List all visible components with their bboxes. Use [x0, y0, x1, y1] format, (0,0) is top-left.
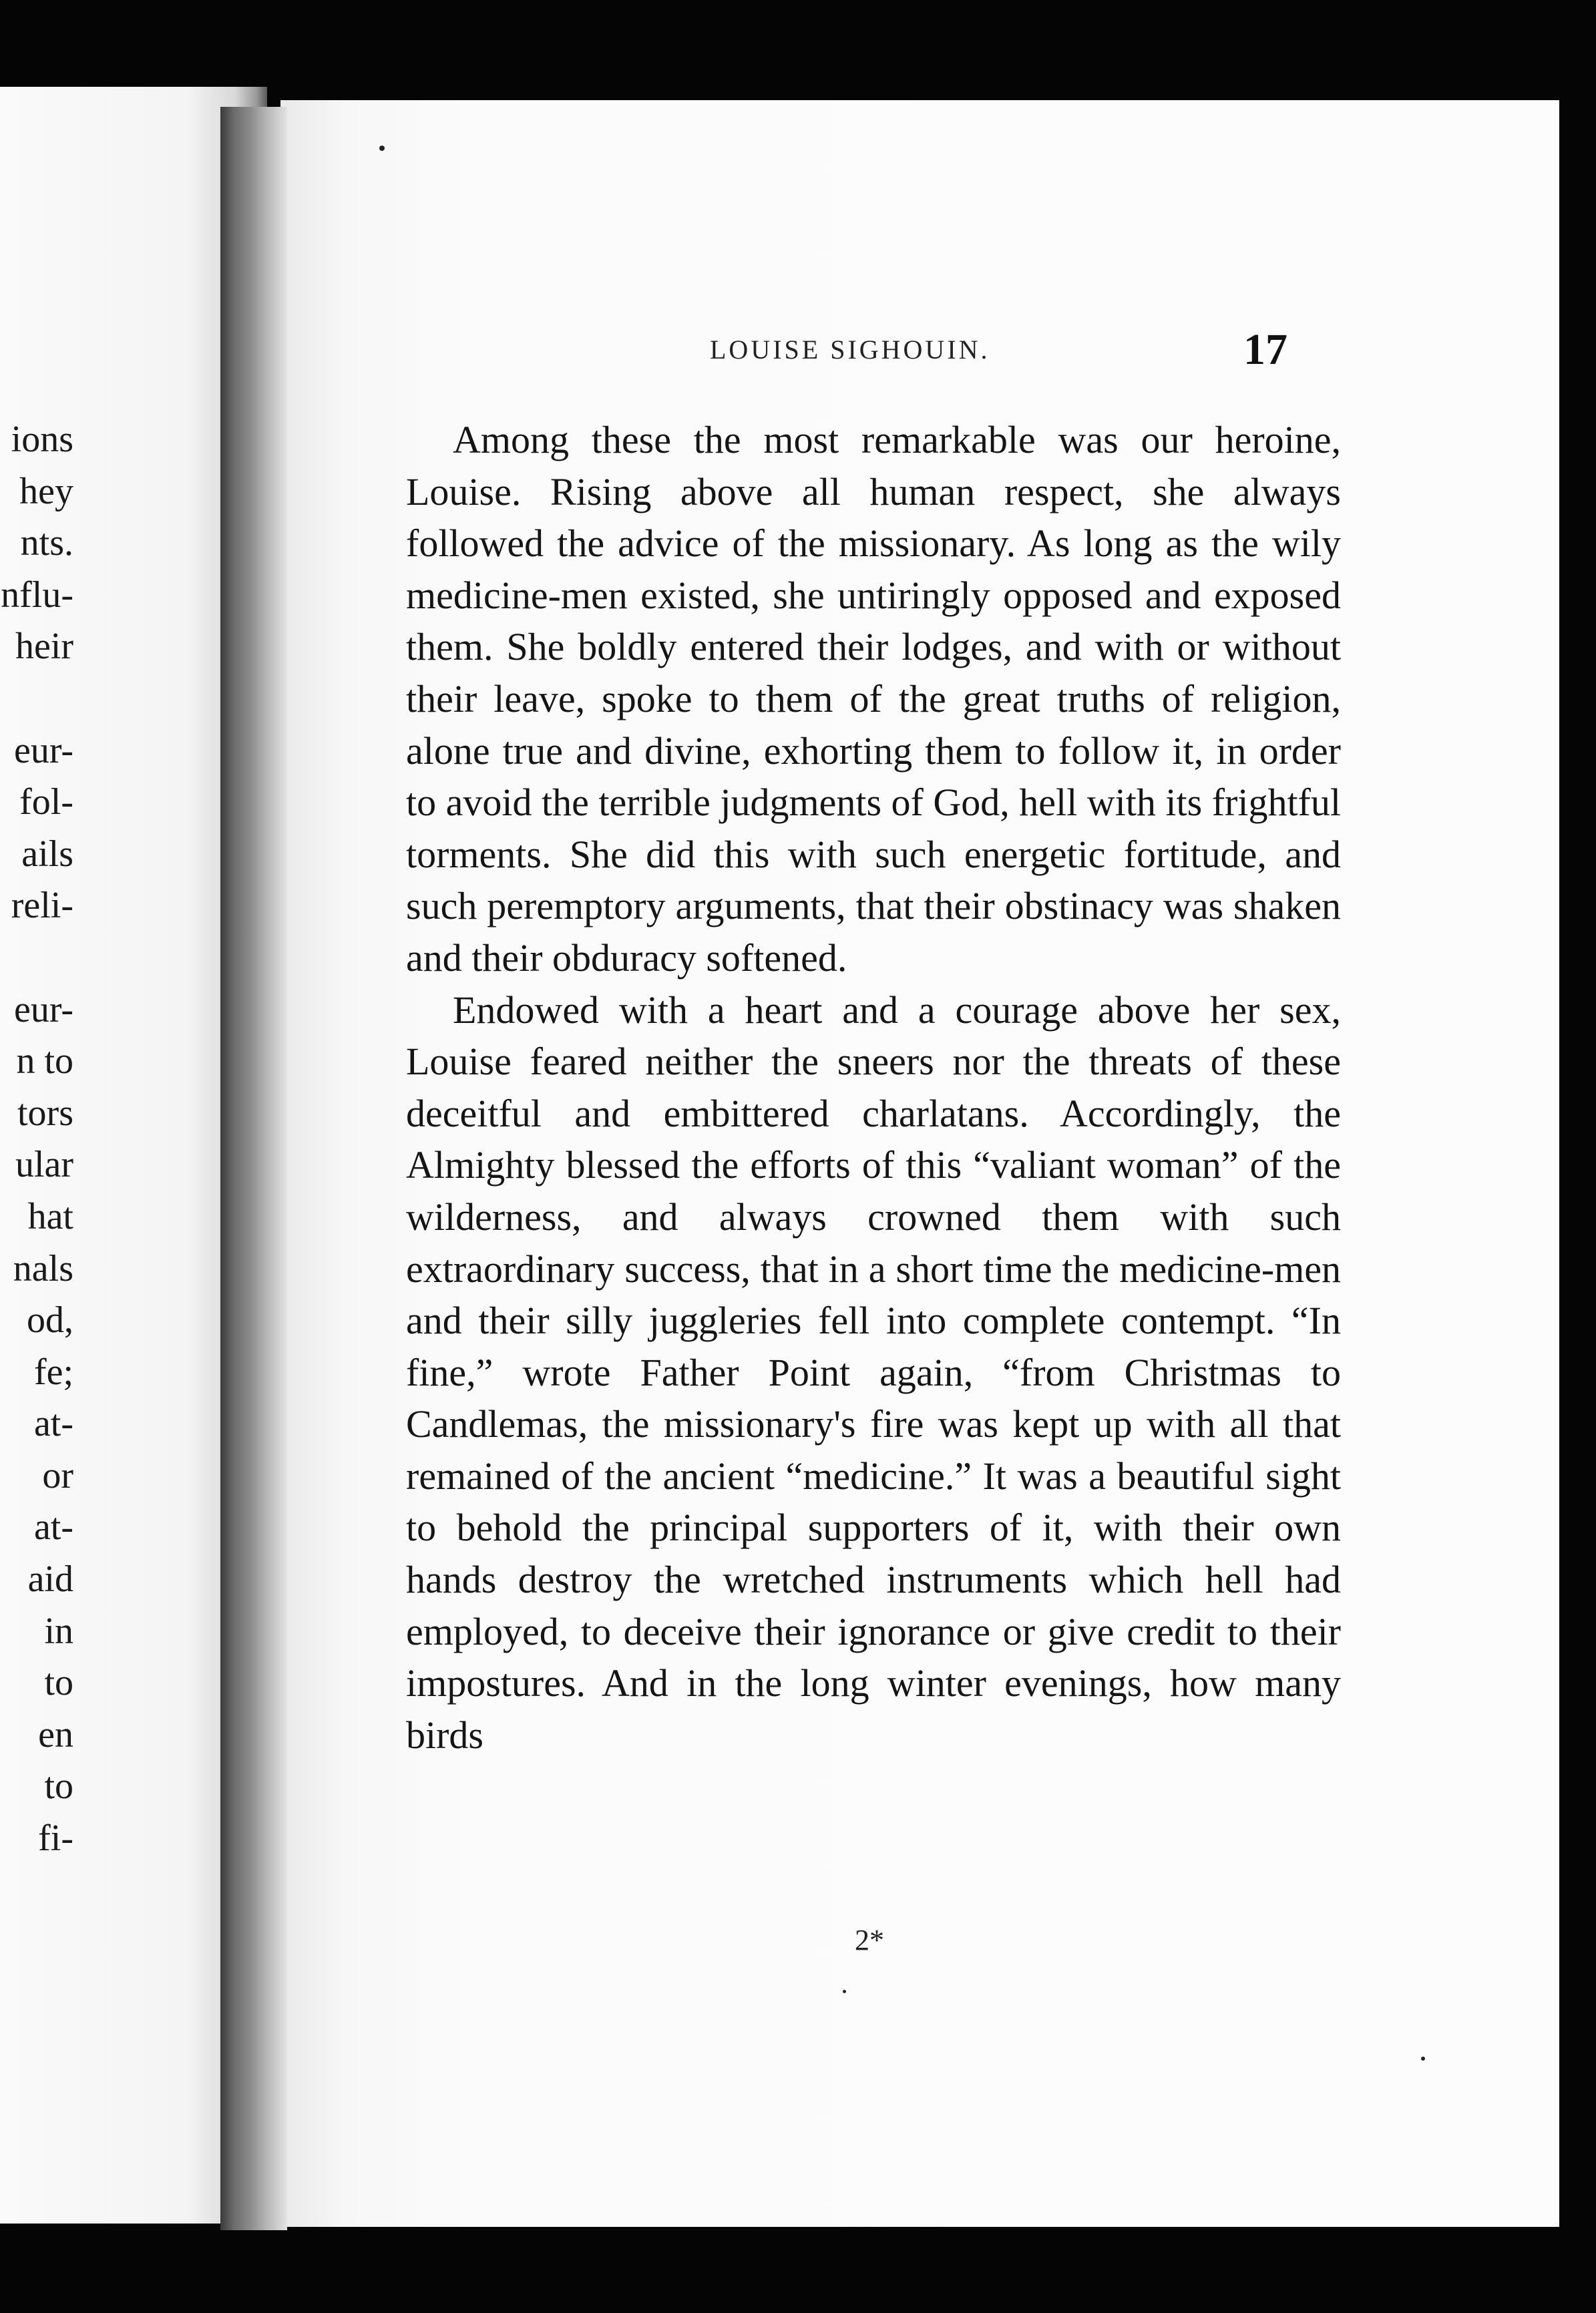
left-fragment-line: or	[42, 1454, 73, 1496]
dust-speck	[1421, 2057, 1425, 2061]
left-fragment-line: fol-	[19, 781, 73, 823]
left-fragment-line	[0, 932, 73, 984]
left-fragment-line: en	[38, 1713, 73, 1755]
left-fragment-line: eur-	[13, 729, 73, 771]
left-fragment-line: nts.	[20, 522, 73, 564]
left-fragment-line: in	[44, 1610, 73, 1652]
running-header: LOUISE SIGHOUIN.	[710, 335, 990, 365]
paragraph: Among these the most remarkable was our heroine, Louise. Rising above all human respect, she always followed the advice of the missionary. As long as the wily medicine-men existed, she untiringly opposed and exposed them. She boldly entered their lodges, and with or without their leave, spoke to them of the great truths of religion, alone true and divine, exhorting them to follow it, in order to avoid the terrible judgments of God, hell with its frightful torments. She did this with such energetic fortitude, and such peremptory arguments, that their obstinacy was shaken and their obduracy softened.	[406, 418, 1341, 980]
left-fragment-line: ular	[15, 1144, 73, 1186]
left-fragment-line: heir	[15, 626, 73, 668]
left-fragment-line: tors	[17, 1092, 73, 1134]
left-fragment-line: at-	[33, 1506, 73, 1548]
left-fragment-line: nflu-	[1, 574, 73, 616]
left-fragment-line: to	[44, 1765, 73, 1808]
left-fragment-line: aid	[27, 1558, 73, 1601]
signature-mark: 2*	[855, 1924, 884, 1956]
left-page-text-fragments	[0, 414, 73, 1865]
page-number: 17	[1243, 325, 1287, 374]
left-fragment-line: n to	[16, 1040, 73, 1082]
dust-speck	[843, 1990, 846, 1993]
left-fragment-line: fi-	[38, 1818, 73, 1860]
paragraph: Endowed with a heart and a courage above her sex, Louise feared neither the sneers nor the threats of these deceitful and embittered charlatans. Accordingly, the Almighty blessed the efforts of this “valiant woman” of the wilderness, and always crowned them with such extraordinary success, that in a short time the medicine-men and their silly juggleries fell into complete contempt. “In fine,” wrote Father Point again, “from Christmas to Candlemas, the missionary's fire was kept up with all that remained of the ancient “medicine.” It was a beautiful sight to behold the principal supporters of it, with their own hands destroy the wretched instruments which hell had employed, to deceive their ignorance or give credit to their impostures. And in the long winter evenings, how many birds	[406, 988, 1341, 1757]
left-fragment-line: reli-	[11, 885, 73, 927]
left-fragment-line: to	[44, 1662, 73, 1704]
left-fragment-line	[0, 673, 73, 725]
left-fragment-line: ails	[21, 833, 73, 875]
left-fragment-line: at-	[33, 1403, 73, 1445]
left-fragment-line: hey	[19, 470, 73, 512]
left-fragment-line: fe;	[33, 1351, 73, 1393]
dust-speck	[379, 146, 385, 151]
page-body	[406, 414, 1341, 1761]
left-fragment-line: hat	[27, 1195, 73, 1237]
left-fragment-line: nals	[13, 1247, 73, 1289]
left-fragment-line: od,	[27, 1299, 73, 1341]
left-fragment-line: eur-	[13, 988, 73, 1030]
left-fragment-line: ions	[11, 419, 73, 460]
book-gutter-shadow	[220, 107, 287, 2230]
